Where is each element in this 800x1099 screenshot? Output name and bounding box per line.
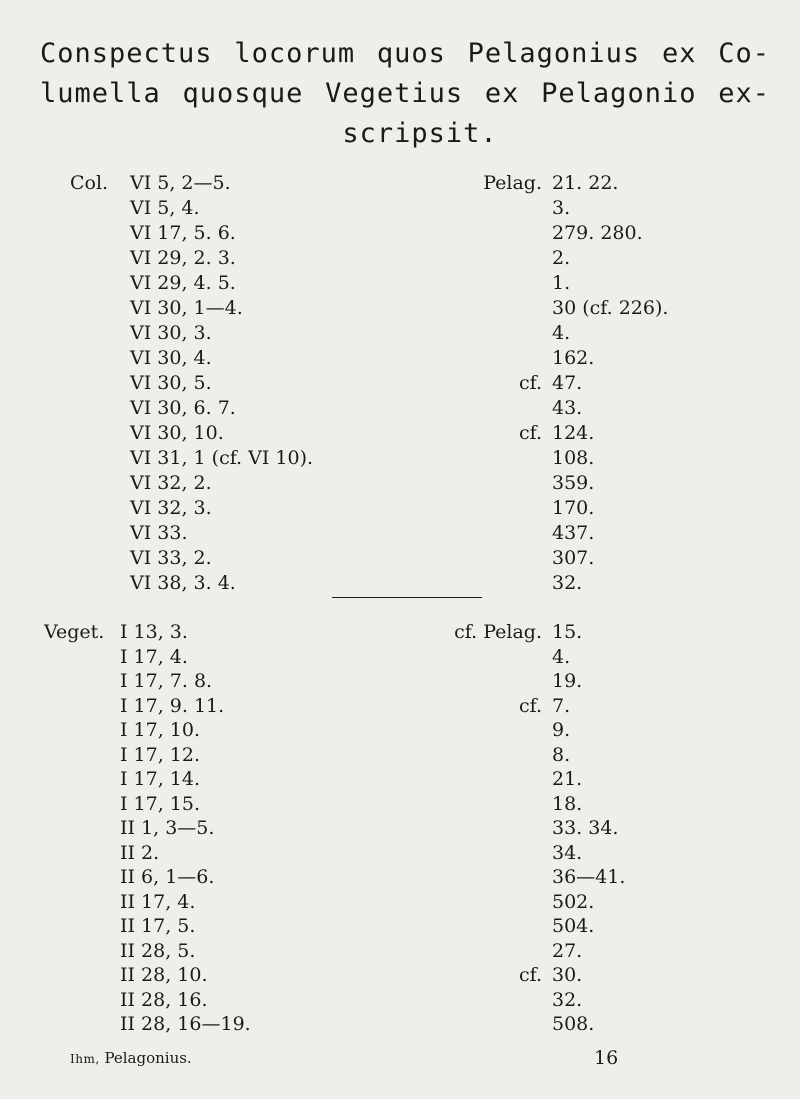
source-reference: VI 17, 5. 6. — [130, 222, 236, 244]
source-reference: VI 30, 5. — [130, 372, 212, 394]
pelagonius-reference: 36—41. — [552, 866, 626, 888]
index-row — [0, 196, 800, 221]
title-line-2: lumella quosque Vegetius ex Pelagonio ex- — [40, 78, 770, 109]
cross-reference-marker: cf. — [518, 372, 542, 394]
index-row — [0, 718, 800, 743]
index-row — [0, 421, 800, 446]
source-reference: II 28, 16—19. — [120, 1013, 251, 1035]
index-row — [0, 271, 800, 296]
index-row — [0, 1012, 800, 1037]
index-row — [0, 988, 800, 1013]
pelagonius-reference: 108. — [552, 447, 595, 469]
index-row — [0, 521, 800, 546]
index-row — [0, 841, 800, 866]
pelagonius-reference: 279. 280. — [552, 222, 643, 244]
index-row — [0, 321, 800, 346]
source-reference: VI 32, 3. — [130, 497, 212, 519]
source-reference: VI 30, 10. — [130, 422, 224, 444]
index-row — [0, 346, 800, 371]
pelagonius-reference: 170. — [552, 497, 595, 519]
index-row — [0, 743, 800, 768]
pelagonius-reference: 19. — [552, 670, 583, 692]
pelagonius-reference: 437. — [552, 522, 595, 544]
source-reference: I 17, 9. 11. — [120, 694, 225, 717]
source-reference: VI 30, 3. — [130, 322, 212, 344]
index-row — [0, 221, 800, 246]
pelagonius-reference: 34. — [552, 841, 583, 864]
pelagonius-reference: 124. — [552, 422, 595, 444]
section-divider — [332, 597, 482, 598]
pelagonius-reference: 18. — [552, 792, 583, 815]
index-row — [0, 246, 800, 271]
source-reference: II 28, 10. — [120, 964, 208, 986]
pelagonius-reference: 3. — [552, 197, 571, 219]
cross-reference-marker: Pelag. — [483, 172, 542, 194]
index-row — [0, 496, 800, 521]
pelagonius-reference: 504. — [552, 915, 595, 937]
index-row — [0, 471, 800, 496]
source-reference: I 17, 14. — [120, 768, 201, 790]
pelagonius-reference: 32. — [552, 988, 583, 1011]
source-reference: VI 30, 1—4. — [130, 297, 243, 319]
pelagonius-reference: 47. — [552, 372, 583, 394]
pelagonius-reference: 21. 22. — [552, 172, 619, 194]
source-reference: II 17, 4. — [120, 890, 196, 913]
source-reference: VI 30, 4. — [130, 347, 212, 369]
title-line-3: scripsit. — [342, 118, 498, 149]
index-row — [0, 963, 800, 988]
index-row — [0, 645, 800, 670]
index-row — [0, 371, 800, 396]
index-row — [0, 939, 800, 964]
source-reference: VI 29, 2. 3. — [130, 247, 236, 269]
source-reference: VI 31, 1 (cf. VI 10). — [130, 447, 314, 469]
page-number: 16 — [594, 1047, 619, 1069]
source-reference: I 17, 4. — [120, 645, 188, 668]
index-row — [0, 914, 800, 939]
index-row — [0, 546, 800, 571]
index-row — [0, 767, 800, 792]
source-reference: I 17, 12. — [120, 743, 201, 766]
pelagonius-reference: 2. — [552, 247, 571, 269]
pelagonius-reference: 21. — [552, 768, 583, 790]
source-reference: I 17, 15. — [120, 792, 201, 815]
pelagonius-reference: 502. — [552, 890, 595, 913]
source-reference: II 28, 5. — [120, 939, 196, 962]
cross-reference-marker: cf. — [518, 694, 542, 717]
pelagonius-reference: 162. — [552, 347, 595, 369]
source-reference: VI 32, 2. — [130, 472, 212, 494]
pelagonius-reference: 15. — [552, 621, 583, 643]
source-reference: I 17, 7. 8. — [120, 670, 213, 692]
source-reference: VI 38, 3. 4. — [130, 572, 236, 594]
section-label: Col. — [70, 172, 109, 194]
index-row — [0, 816, 800, 841]
index-row — [0, 865, 800, 890]
section-label: Veget. — [44, 621, 105, 643]
index-row — [0, 620, 800, 645]
pelagonius-reference: 32. — [552, 572, 583, 594]
pelagonius-reference: 8. — [552, 743, 571, 766]
index-row — [0, 890, 800, 915]
running-author — [70, 1045, 192, 1072]
pelagonius-reference: 30 (cf. 226). — [552, 297, 669, 319]
index-row — [0, 792, 800, 817]
index-row — [0, 396, 800, 421]
author-name: Ihm, — [70, 1052, 100, 1066]
cross-reference-marker: cf. — [518, 964, 542, 986]
pelagonius-reference: 307. — [552, 547, 595, 569]
index-row — [0, 571, 800, 596]
source-reference: VI 30, 6. 7. — [130, 397, 236, 419]
pelagonius-reference: 30. — [552, 964, 583, 986]
source-reference: VI 33, 2. — [130, 547, 212, 569]
title-line-1: Conspectus locorum quos Pelagonius ex Co- — [40, 38, 770, 69]
pelagonius-reference: 508. — [552, 1013, 595, 1035]
index-row — [0, 446, 800, 471]
index-row — [0, 669, 800, 694]
source-reference: VI 29, 4. 5. — [130, 272, 236, 294]
pelagonius-reference: 1. — [552, 272, 571, 294]
index-row — [0, 171, 800, 196]
source-reference: II 28, 16. — [120, 988, 208, 1011]
source-reference: II 17, 5. — [120, 915, 196, 937]
pelagonius-reference: 359. — [552, 472, 595, 494]
pelagonius-reference: 27. — [552, 939, 583, 962]
index-row — [0, 296, 800, 321]
source-reference: I 13, 3. — [120, 621, 188, 643]
source-reference: II 6, 1—6. — [120, 866, 215, 888]
index-row — [0, 694, 800, 719]
source-reference: I 17, 10. — [120, 719, 201, 741]
pelagonius-reference: 4. — [552, 322, 571, 344]
source-reference: VI 5, 4. — [130, 197, 200, 219]
pelagonius-reference: 7. — [552, 694, 571, 717]
book-title: Pelagonius. — [99, 1049, 192, 1067]
source-reference: II 1, 3—5. — [120, 817, 215, 839]
pelagonius-reference: 33. 34. — [552, 817, 619, 839]
source-reference: VI 5, 2—5. — [130, 172, 231, 194]
cross-reference-marker: cf. — [518, 422, 542, 444]
source-reference: VI 33. — [130, 522, 188, 544]
pelagonius-reference: 43. — [552, 397, 583, 419]
pelagonius-reference: 9. — [552, 719, 571, 741]
source-reference: II 2. — [120, 841, 160, 864]
page-footer — [0, 1045, 800, 1071]
cross-reference-marker: cf. Pelag. — [454, 621, 542, 643]
pelagonius-reference: 4. — [552, 645, 571, 668]
page-title — [40, 34, 770, 154]
